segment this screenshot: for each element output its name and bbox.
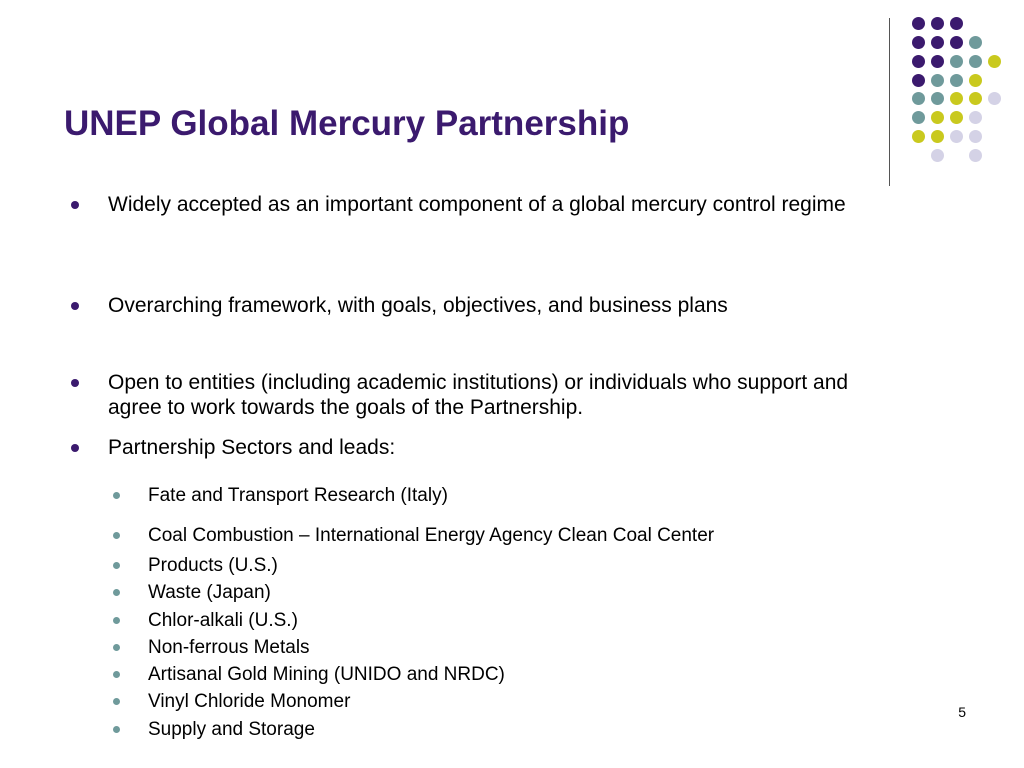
- sector-item: [148, 555, 908, 577]
- sub-bullet-marker: [113, 671, 120, 678]
- page-number: 5: [958, 704, 966, 720]
- bullet-text: Widely accepted as an important component of a global mercury control regime: [108, 193, 846, 216]
- sector-text: Fate and Transport Research (Italy): [148, 485, 448, 506]
- slide-title: UNEP Global Mercury Partnership: [64, 104, 630, 143]
- sub-bullet-marker: [113, 532, 120, 539]
- bullet-item: [108, 435, 938, 460]
- sector-item: [148, 610, 908, 632]
- bullet-item: [108, 370, 878, 420]
- sub-bullet-marker: [113, 726, 120, 733]
- sub-bullet-marker: [113, 617, 120, 624]
- sector-text: Artisanal Gold Mining (UNIDO and NRDC): [148, 664, 505, 685]
- sub-bullet-marker: [113, 698, 120, 705]
- bullet-text: Overarching framework, with goals, objectives, and business plans: [108, 294, 728, 317]
- bullet-marker: [71, 444, 79, 452]
- sector-text: Non-ferrous Metals: [148, 637, 310, 658]
- sector-item: [148, 582, 908, 604]
- bullet-text: Open to entities (including academic institutions) or individuals who support and agree to work towards the goals of the Partnership.: [108, 371, 849, 419]
- sector-text: Waste (Japan): [148, 582, 271, 603]
- sector-item: [148, 485, 908, 507]
- bullet-item: [108, 192, 938, 217]
- bullet-marker: [71, 201, 79, 209]
- sub-bullet-marker: [113, 644, 120, 651]
- bullet-item: [108, 293, 938, 318]
- bullet-marker: [71, 379, 79, 387]
- sub-bullet-marker: [113, 589, 120, 596]
- sector-item: [148, 525, 908, 547]
- sector-item: [148, 719, 908, 741]
- sector-text: Chlor-alkali (U.S.): [148, 610, 298, 631]
- bullet-marker: [71, 302, 79, 310]
- sector-item: [148, 691, 908, 713]
- sub-bullet-marker: [113, 562, 120, 569]
- sub-bullet-marker: [113, 492, 120, 499]
- sector-text: Supply and Storage: [148, 719, 315, 740]
- sector-text: Coal Combustion – International Energy Agency Clean Coal Center: [148, 525, 715, 546]
- bullet-text: Partnership Sectors and leads:: [108, 436, 396, 459]
- sector-text: Vinyl Chloride Monomer: [148, 691, 351, 712]
- sector-item: [148, 637, 908, 659]
- sector-text: Products (U.S.): [148, 555, 278, 576]
- sector-item: [148, 664, 908, 686]
